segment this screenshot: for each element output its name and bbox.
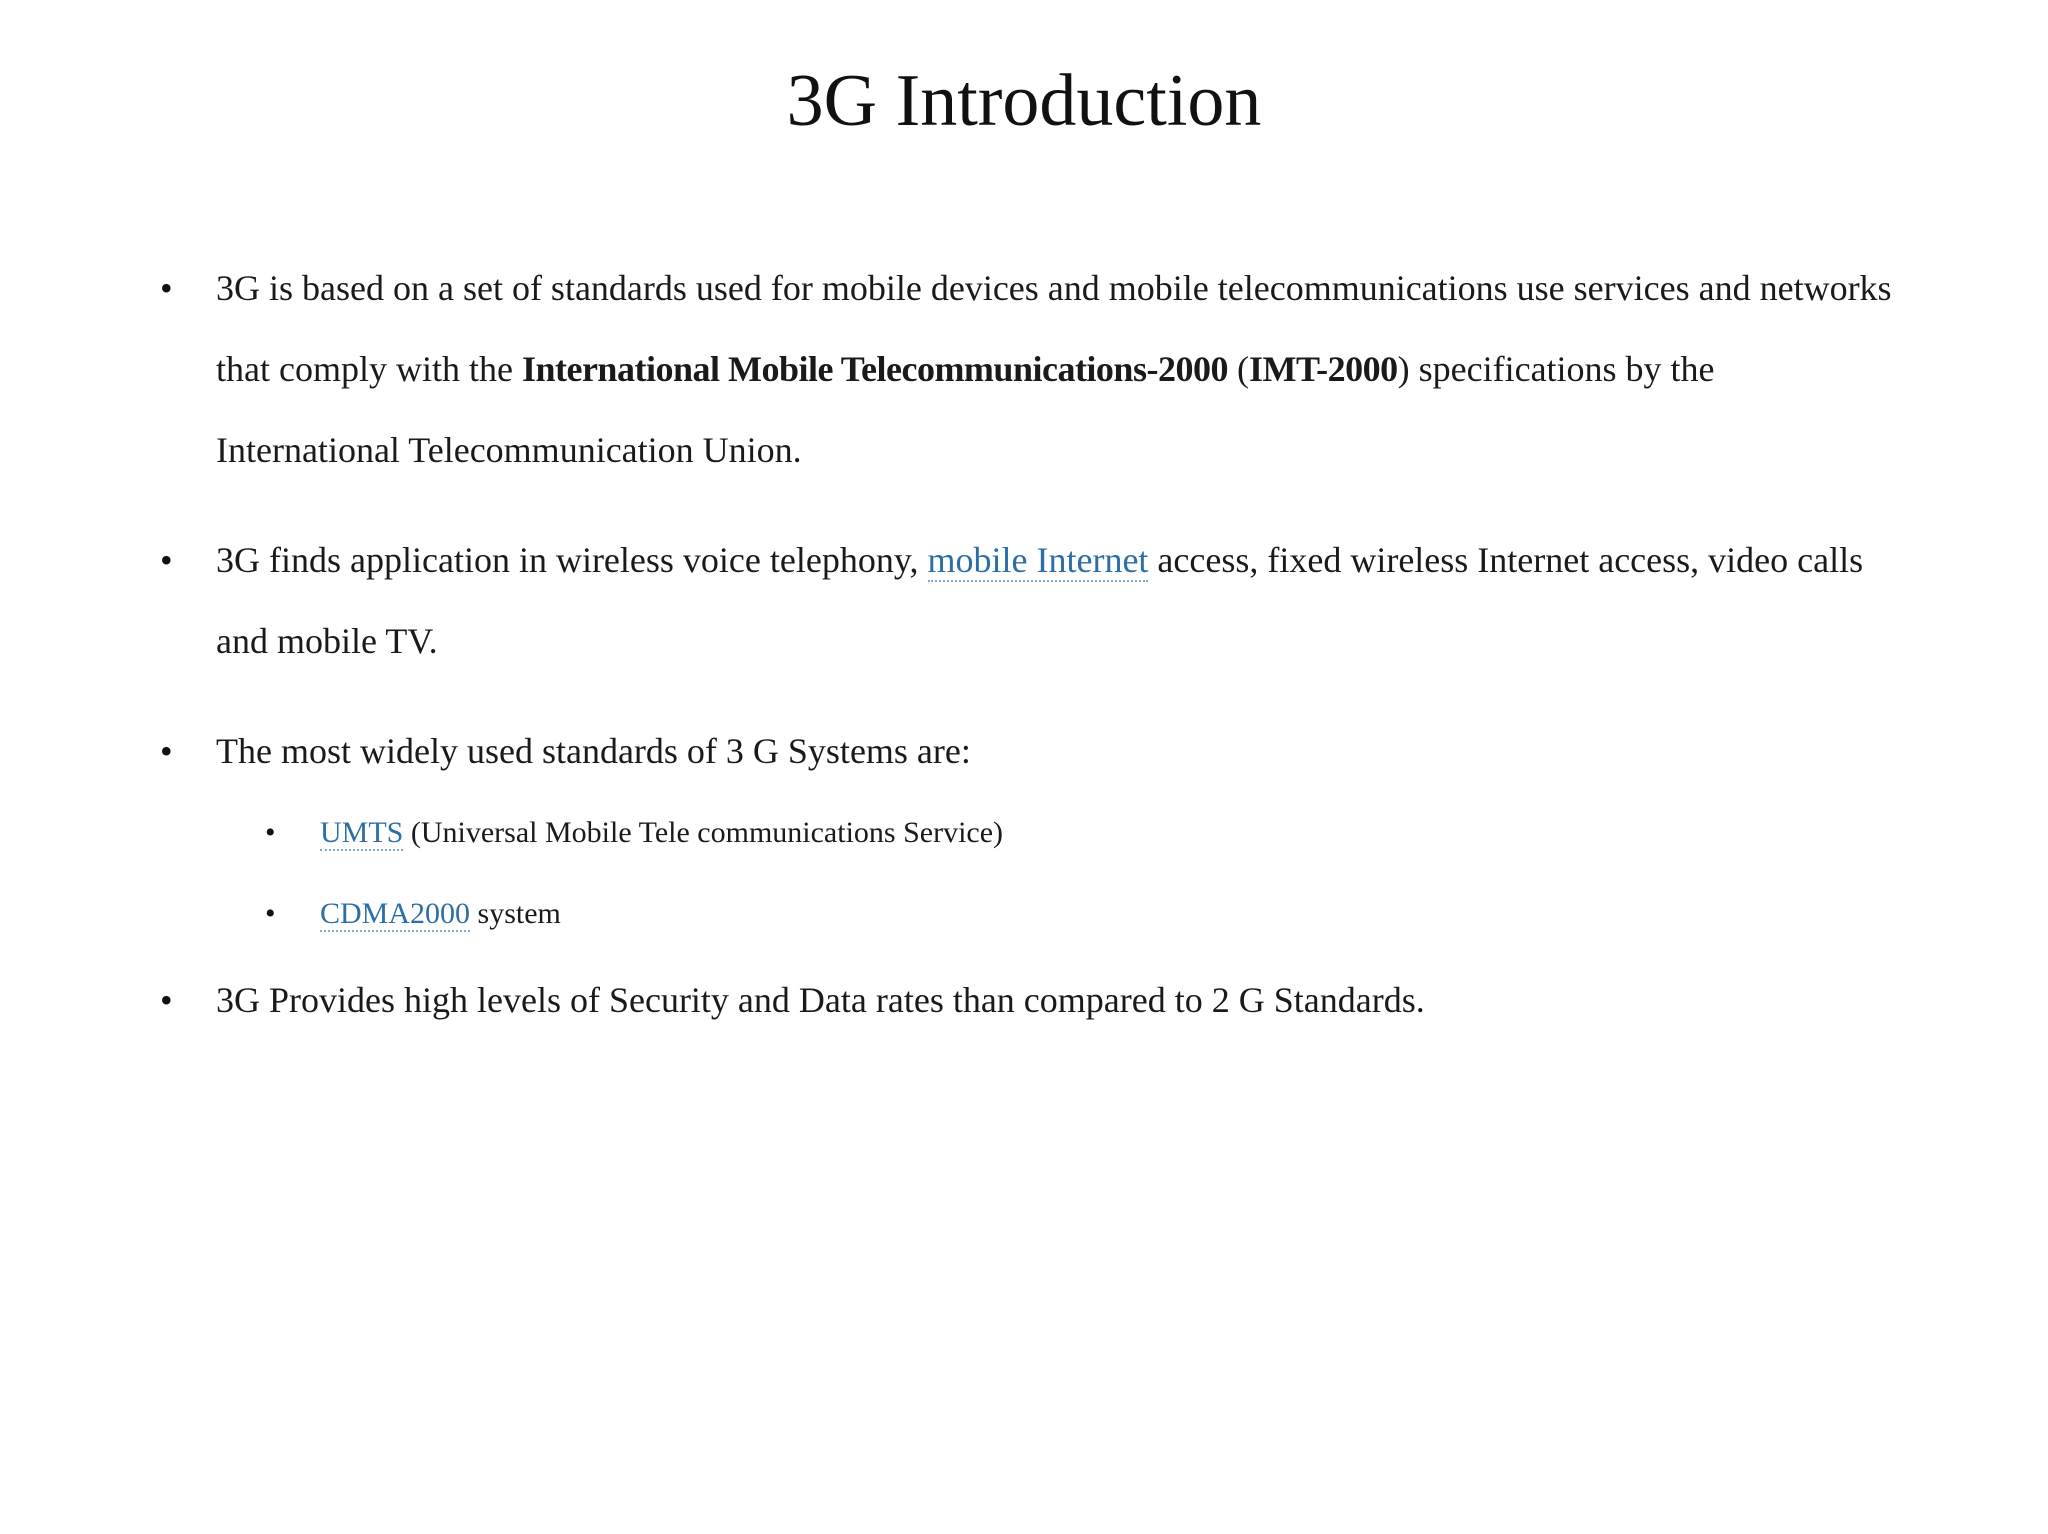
bullet-text: ) specifications by the International Telecommunication Union. <box>216 349 1715 470</box>
bullet-item-3g-standards <box>160 248 1900 491</box>
bullet-text: 3G Provides high levels of Security and Data rates than compared to 2 G Standards. <box>216 980 1425 1020</box>
bullet-item-3g-standards-list <box>160 711 1900 792</box>
sub-item-cdma2000 <box>160 873 1900 954</box>
bullet-item-3g-security <box>160 960 1900 1041</box>
bold-term-imt2000: IMT-2000 <box>1248 349 1398 389</box>
bullet-list <box>160 248 1900 1070</box>
bold-term-imt2000-full: International Mobile Telecommunications-2000 <box>521 349 1228 389</box>
cdma2000-link[interactable]: CDMA2000 <box>320 897 471 930</box>
mobile-internet-link[interactable]: mobile Internet <box>927 540 1149 580</box>
sub-item-text: (Universal Mobile Tele communications Service) <box>403 816 1004 849</box>
bullet-text: access, fixed wireless Internet access, video calls and mobile TV. <box>216 540 1864 661</box>
bullet-text: ( <box>1227 349 1249 389</box>
slide-title: 3G Introduction <box>786 60 1262 142</box>
bullet-text: The most widely used standards of 3 G Systems are: <box>216 731 971 771</box>
bullet-item-3g-applications <box>160 520 1900 682</box>
bullet-text: 3G is based on a set of standards used for mobile devices and mobile telecommunications use services and networks that comply with the <box>216 268 1892 389</box>
umts-link[interactable]: UMTS <box>320 816 404 849</box>
bullet-text: 3G finds application in wireless voice telephony, <box>216 540 928 580</box>
sub-item-umts <box>160 792 1900 873</box>
sub-bullet-list <box>160 792 1900 954</box>
sub-list-container <box>160 792 1900 954</box>
sub-item-text: system <box>470 897 561 930</box>
